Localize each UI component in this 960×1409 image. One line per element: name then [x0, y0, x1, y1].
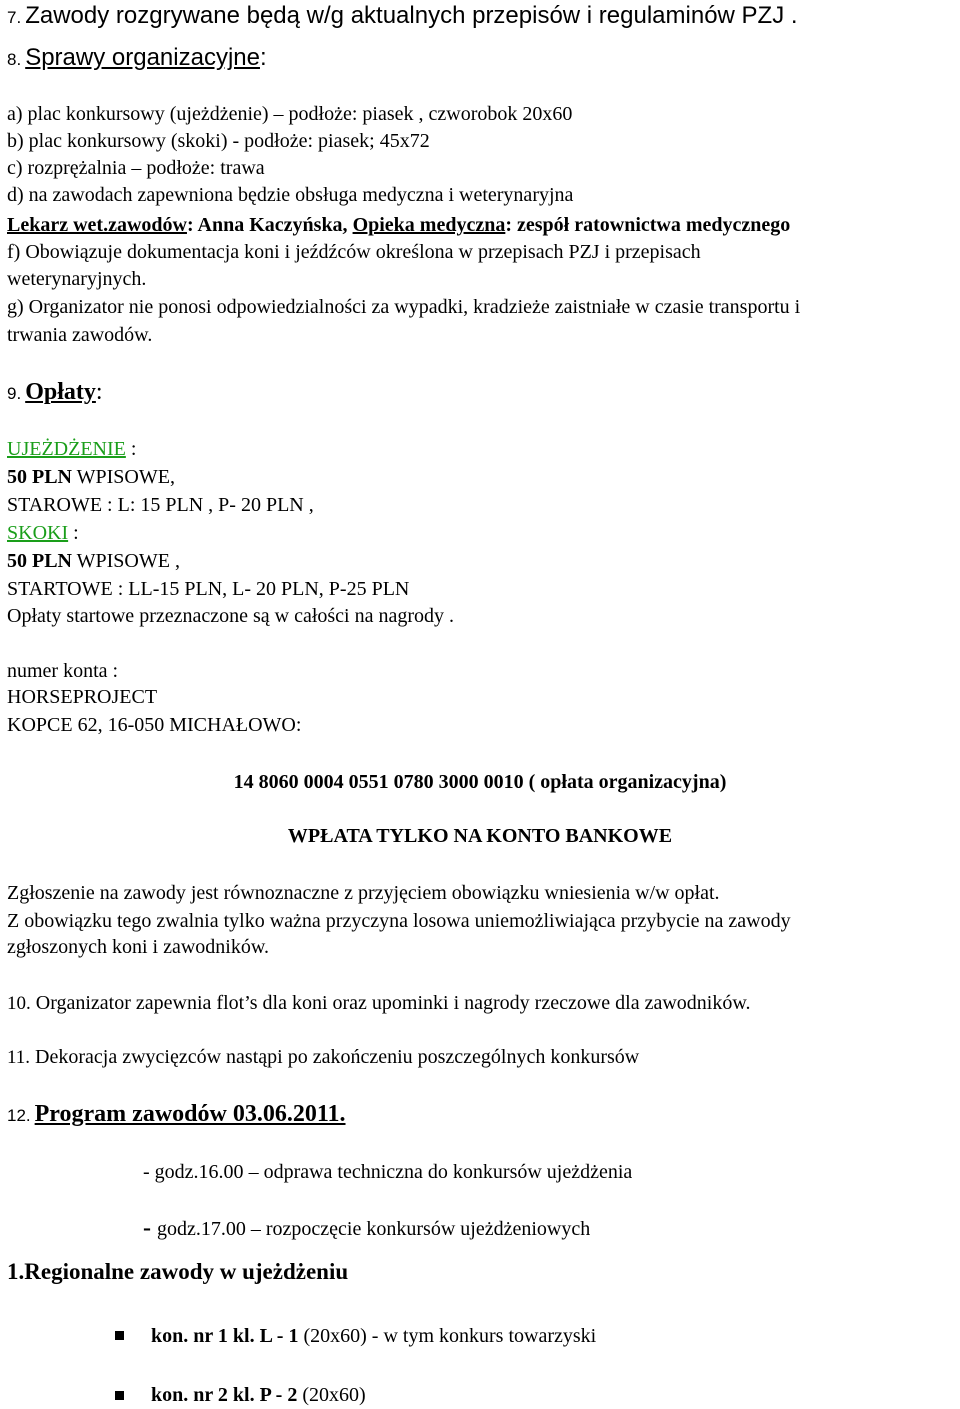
section-12-title: Program zawodów 03.06.2011. — [34, 1101, 346, 1127]
jumping-start-fees: STARTOWE : LL-15 PLN, L- 20 PLN, P-25 PLN — [7, 578, 410, 600]
section-9-title: Opłaty — [25, 379, 96, 405]
program-item: - godz.16.00 – odprawa techniczna do konkursów ujeżdżenia — [143, 1161, 633, 1183]
dressage-label: UJEŻDŻENIE — [7, 438, 126, 460]
section-11-number: 11. — [7, 1047, 31, 1068]
section-9-number: 9. — [7, 384, 22, 403]
section-8-heading: 8. Sprawy organizacyjne: — [7, 44, 267, 71]
med-label: Opieka medyczna — [352, 214, 506, 236]
bullet-icon — [115, 1331, 124, 1340]
vet-label: Lekarz wet.zawodów — [7, 214, 187, 236]
s8-item-f-line2: weterynaryjnych. — [7, 268, 147, 290]
section-10-text: Organizator zapewnia flot’s dla koni oraz upominki i nagrody rzeczowe dla zawodników. — [30, 992, 751, 1014]
competition-title: 1.Regionalne zawody w ujeżdżeniu — [7, 1259, 349, 1284]
s8-item-c: c) rozprężalnia – podłoże: trawa — [7, 157, 265, 179]
exemption-line2: zgłoszonych koni i zawodników. — [7, 936, 269, 958]
program-item: - godz.17.00 – rozpoczęcie konkursów ujeżdżeniowych — [143, 1215, 591, 1241]
section-8-title: Sprawy organizacyjne — [25, 44, 260, 71]
section-11-text: Dekoracja zwycięzców nastąpi po zakończeniu poszczególnych konkursów — [30, 1046, 640, 1068]
jumping-fee: 50 PLN WPISOWE , — [7, 550, 180, 572]
jumping-heading: SKOKI : — [7, 522, 79, 544]
competition-entry: kon. nr 1 kl. L - 1 (20x60) - w tym konkurs towarzyski — [151, 1325, 597, 1347]
s8-item-d: d) na zawodach zapewniona będzie obsługa medyczna i weterynaryjna — [7, 184, 574, 206]
section-12-number: 12. — [7, 1106, 31, 1125]
med-value: : zespół ratownictwa medycznego — [505, 214, 791, 236]
jumping-fee-amount: 50 PLN — [7, 550, 72, 572]
section-8-number: 8. — [7, 50, 22, 69]
account-label: numer konta : — [7, 660, 119, 682]
account-address: KOPCE 62, 16-050 MICHAŁOWO: — [7, 714, 302, 736]
section-11 — [7, 1047, 639, 1067]
exemption-line1: Z obowiązku tego zwalnia tylko ważna przyczyna losowa uniemożliwiająca przybycie na zawody — [7, 910, 791, 932]
s8-item-g-line1: g) Organizator nie ponosi odpowiedzialności za wypadki, kradzieże zaistniałe w czasie transportu i — [7, 296, 801, 318]
dressage-fee-amount: 50 PLN — [7, 466, 72, 488]
competition-entry: kon. nr 2 kl. P - 2 (20x60) — [151, 1384, 366, 1406]
section-7-text: Zawody rozgrywane będą w/g aktualnych przepisów i regulaminów PZJ . — [25, 2, 798, 29]
program-time: godz.17.00 — [157, 1218, 246, 1240]
vet-name: Anna Kaczyńska, — [197, 214, 353, 236]
dressage-fee: 50 PLN WPISOWE, — [7, 466, 175, 488]
account-number: 14 8060 0004 0551 0780 3000 0010 ( opłata organizacyjna) — [233, 771, 727, 793]
section-9-heading: 9. Opłaty: — [7, 379, 103, 405]
section-7 — [7, 4, 798, 28]
account-name: HORSEPROJECT — [7, 686, 158, 708]
s8-item-e: Lekarz wet.zawodów: Anna Kaczyńska, Opieka medyczna: zespół ratownictwa medycznego — [7, 214, 791, 236]
obligation-note: Zgłoszenie na zawody jest równoznaczne z przyjęciem obowiązku wniesienia w/w opłat. — [7, 882, 720, 904]
bullet-icon — [115, 1391, 124, 1400]
dressage-heading: UJEŻDŻENIE : — [7, 438, 137, 460]
s8-item-f-line1: f) Obowiązuje dokumentacja koni i jeźdźców określona w przepisach PZJ i przepisach — [7, 241, 701, 263]
jumping-label: SKOKI — [7, 522, 69, 544]
s8-item-a: a) plac konkursowy (ujeżdżenie) – podłoże: piasek , czworobok 20x60 — [7, 103, 573, 125]
section-10 — [7, 993, 751, 1013]
bank-transfer-only: WPŁATA TYLKO NA KONTO BANKOWE — [287, 825, 673, 847]
section-12-heading — [7, 1102, 346, 1126]
dressage-start-fees: STAROWE : L: 15 PLN , P- 20 PLN , — [7, 494, 314, 516]
section-7-number: 7. — [7, 8, 22, 27]
s8-item-g-line2: trwania zawodów. — [7, 324, 153, 346]
s8-item-b: b) plac konkursowy (skoki) - podłoże: piasek; 45x72 — [7, 130, 430, 152]
section-10-number: 10. — [7, 993, 31, 1014]
program-time: godz.16.00 — [154, 1161, 244, 1183]
prizes-note: Opłaty startowe przeznaczone są w całości na nagrody . — [7, 605, 455, 627]
